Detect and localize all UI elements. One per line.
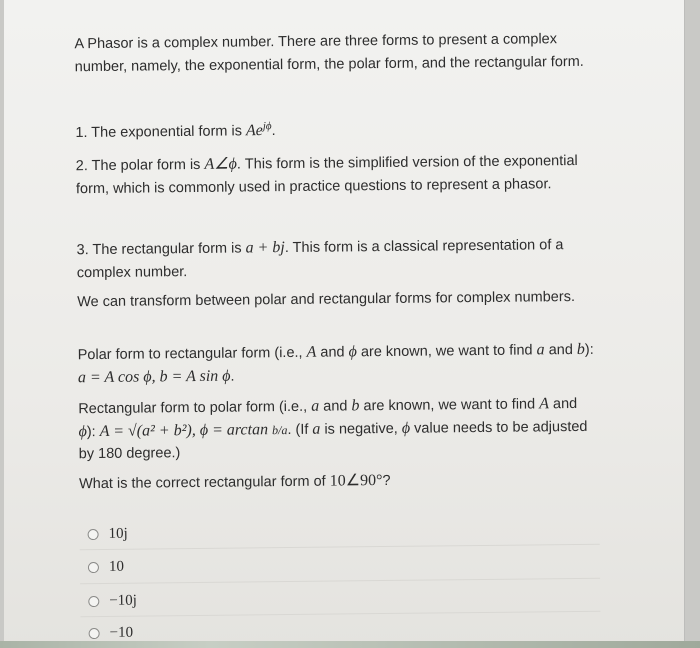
polar-to-rect-text	[78, 339, 598, 389]
r2p-t1: Rectangular form to polar form (i.e.,	[78, 398, 312, 418]
r2p-formula: A = √(a² + b²), ϕ = arctan	[99, 420, 273, 440]
bottom-edge	[0, 641, 700, 648]
r2p-t4: ):	[86, 423, 100, 440]
r2p-b: b	[351, 397, 360, 415]
prompt-text: What is the correct rectangular form of	[78, 473, 330, 493]
exp-math: Ae	[245, 122, 263, 140]
p2r-b: b	[576, 340, 585, 358]
intro-text: A Phasor is a complex number. There are three forms to present a complex number, namely, the exponential form, the polar form, and the rectangular form.	[74, 31, 584, 75]
option-divider	[80, 578, 600, 584]
rect-rest: . This form is a classical representation of a complex number.	[76, 237, 564, 281]
exp-sup: jϕ	[262, 120, 272, 133]
prompt-math: 10∠90°	[329, 472, 383, 490]
r2p-t5: . (If	[287, 421, 313, 438]
prompt-end: ?	[382, 472, 391, 490]
rect-math: a + bj	[245, 239, 285, 257]
p2r-t3: and	[544, 341, 577, 359]
p2r-end: .	[230, 368, 235, 385]
p2r-formula: a = A cos ϕ, b = A sin ϕ	[77, 367, 231, 386]
r2p-t3: and	[548, 395, 578, 413]
p2r-t4: ):	[584, 341, 594, 358]
radio-button[interactable]	[88, 595, 99, 606]
r2p-phi2: ϕ	[401, 419, 411, 437]
p2r-A: A	[306, 343, 317, 361]
polar-form-text	[76, 150, 596, 200]
p2r-a: a	[536, 341, 545, 359]
option-label: −10j	[109, 592, 138, 609]
option-label: 10	[108, 558, 125, 575]
rectangular-form-text	[77, 234, 597, 284]
answer-option[interactable]	[88, 591, 137, 612]
option-divider	[80, 611, 600, 617]
exp-end: .	[271, 122, 276, 139]
polar-rest: . This form is the simplified version of the exponential form, which is commonly used in practice questions to represent a phasor.	[75, 152, 578, 197]
option-label: 10j	[108, 525, 128, 542]
exponential-form-line	[75, 112, 595, 145]
r2p-phi: ϕ	[78, 422, 87, 440]
r2p-A: A	[539, 395, 550, 413]
rect-text: 3. The rectangular form is	[76, 240, 246, 259]
r2p-t6: is negative,	[320, 420, 402, 438]
radio-button[interactable]	[88, 528, 99, 539]
option-label: −10	[109, 624, 134, 641]
radio-button[interactable]	[88, 561, 99, 572]
p2r-and: and	[316, 344, 349, 361]
transform-text: We can transform between polar and rectangular forms for complex numbers.	[77, 288, 576, 311]
p2r-t1: Polar form to rectangular form (i.e.,	[77, 344, 307, 364]
radio-button[interactable]	[89, 627, 100, 638]
p2r-phi: ϕ	[348, 343, 357, 361]
question-prompt	[79, 468, 599, 496]
answer-option[interactable]	[87, 524, 127, 544]
r2p-a: a	[311, 397, 320, 415]
r2p-t2: are known, we want to find	[359, 396, 540, 415]
rect-to-polar-text	[78, 393, 599, 466]
answer-option[interactable]	[88, 557, 124, 577]
r2p-t7: value needs to be adjusted by 180 degree.)	[78, 418, 588, 463]
polar-text: 2. The polar form is	[75, 156, 205, 175]
r2p-a2: a	[312, 420, 321, 438]
polar-math: A∠ϕ	[204, 155, 237, 173]
p2r-t2: are known, we want to find	[356, 342, 537, 361]
r2p-fraction: b/a	[271, 422, 288, 437]
exp-text: 1. The exponential form is	[75, 123, 247, 142]
option-divider	[80, 544, 600, 550]
r2p-and: and	[319, 398, 352, 415]
